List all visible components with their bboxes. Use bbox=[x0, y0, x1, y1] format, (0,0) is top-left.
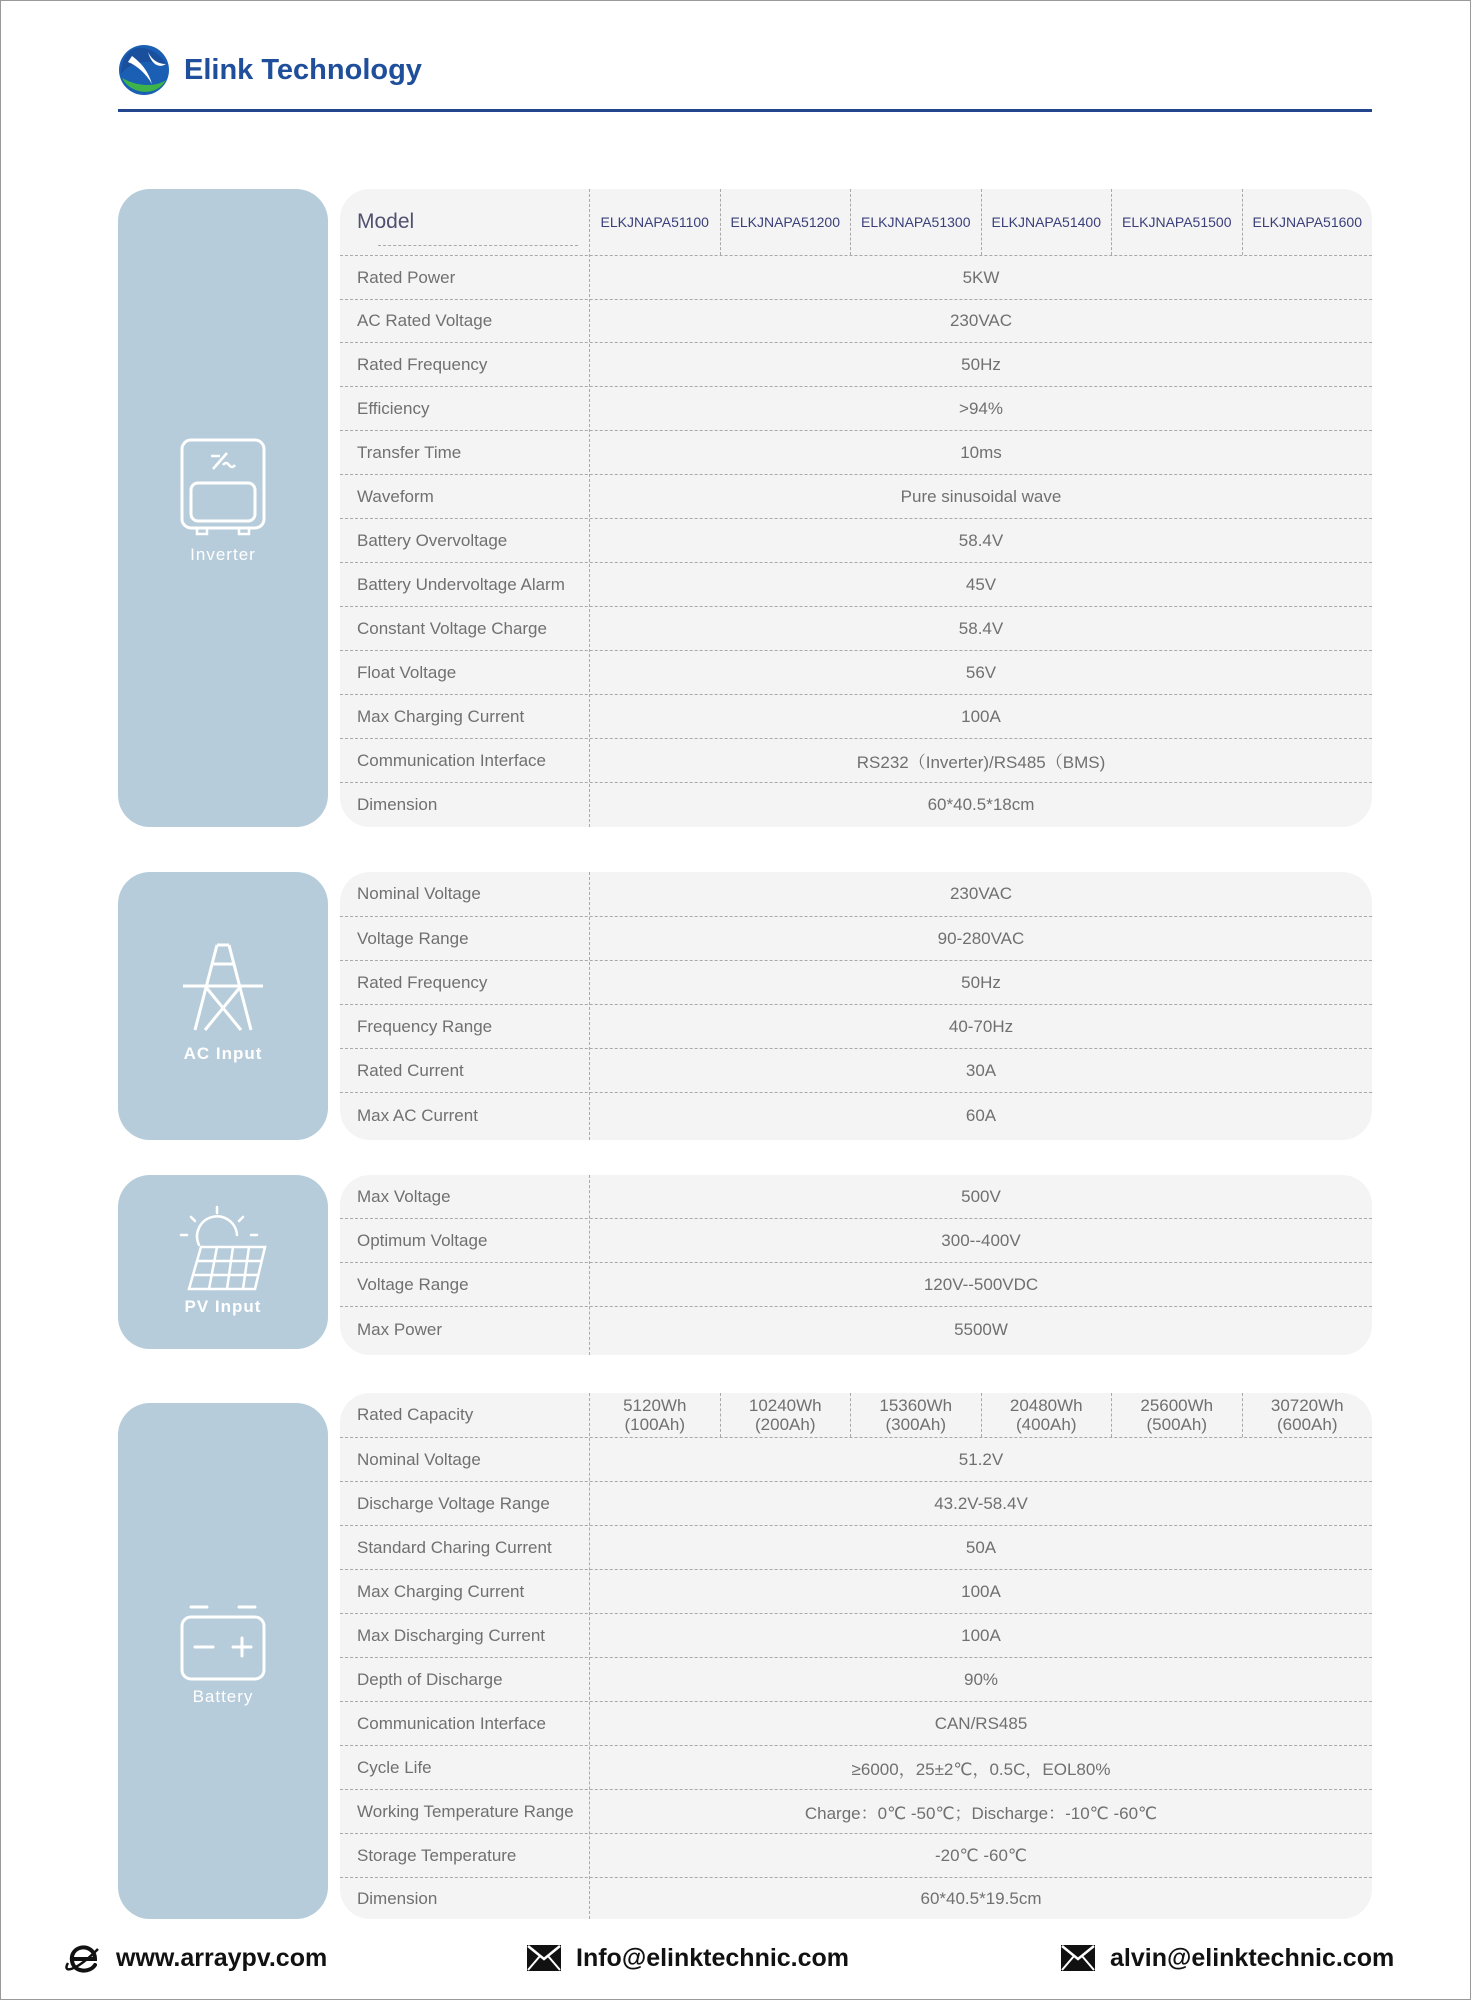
spec-value: 58.4V bbox=[958, 618, 1004, 638]
spec-value: 58.4V bbox=[958, 530, 1004, 550]
spec-label: Discharge Voltage Range bbox=[357, 1493, 550, 1513]
spec-value: 51.2V bbox=[958, 1449, 1004, 1469]
spec-row bbox=[340, 1746, 1372, 1790]
spec-label: Battery Overvoltage bbox=[357, 530, 508, 550]
inverter-label: Inverter bbox=[190, 545, 256, 564]
browser-e-icon bbox=[64, 1939, 102, 1977]
spec-label: Depth of Discharge bbox=[357, 1669, 503, 1689]
ac-input-label: AC Input bbox=[183, 1044, 263, 1063]
spec-row bbox=[340, 1614, 1372, 1658]
model-cell: ELKJNAPA51600 bbox=[1242, 189, 1373, 255]
spec-row bbox=[340, 872, 1372, 917]
spec-value: 120V--500VDC bbox=[923, 1274, 1039, 1294]
spec-row bbox=[340, 475, 1372, 519]
spec-row bbox=[340, 695, 1372, 739]
capacity-text: (300Ah) bbox=[885, 1415, 946, 1434]
spec-value: 5KW bbox=[962, 267, 1000, 287]
spec-row bbox=[340, 255, 1372, 300]
battery-label: Battery bbox=[192, 1687, 254, 1706]
info-email-link[interactable]: Info@elinktechnic.com bbox=[576, 1943, 850, 1972]
spec-value: Pure sinusoidal wave bbox=[900, 486, 1062, 506]
model-cell: ELKJNAPA51500 bbox=[1111, 189, 1242, 255]
spec-value: RS232（Inverter)/RS485（BMS) bbox=[856, 753, 1106, 772]
spec-row bbox=[340, 1263, 1372, 1307]
spec-label: Waveform bbox=[357, 486, 434, 506]
spec-value: 5500W bbox=[954, 1320, 1008, 1339]
spec-label: Dimension bbox=[357, 1888, 438, 1908]
capacity-cell bbox=[720, 1393, 851, 1437]
spec-label: Nominal Voltage bbox=[357, 1449, 481, 1469]
capacity-text: (100Ah) bbox=[624, 1415, 685, 1434]
company-logo-icon bbox=[118, 44, 170, 96]
capacity-cell bbox=[590, 1393, 720, 1437]
capacity-cell bbox=[850, 1393, 981, 1437]
spec-row bbox=[340, 431, 1372, 475]
spec-label: Voltage Range bbox=[357, 1274, 469, 1294]
spec-value: CAN/RS485 bbox=[934, 1713, 1028, 1733]
spec-row bbox=[340, 343, 1372, 387]
category-inverter bbox=[118, 189, 328, 827]
capacity-text: 20480Wh bbox=[1009, 1396, 1083, 1415]
spec-label: Battery Undervoltage Alarm bbox=[357, 574, 565, 594]
spec-value: 45V bbox=[965, 574, 997, 594]
spec-value: ≥6000，25±2℃，0.5C，EOL80% bbox=[851, 1760, 1111, 1779]
footer-email-alvin[interactable] bbox=[1060, 1940, 1394, 1976]
capacity-row bbox=[340, 1393, 1372, 1438]
spec-value: 60*40.5*18cm bbox=[927, 794, 1035, 814]
spec-value: 50A bbox=[965, 1537, 997, 1557]
capacity-text: 10240Wh bbox=[748, 1396, 822, 1415]
spec-label: Transfer Time bbox=[357, 442, 462, 462]
spec-value: 60A bbox=[965, 1106, 997, 1125]
spec-row bbox=[340, 563, 1372, 607]
capacity-cell bbox=[1111, 1393, 1242, 1437]
header-rule bbox=[118, 109, 1372, 112]
model-cell: ELKJNAPA51400 bbox=[981, 189, 1112, 255]
spec-label: Frequency Range bbox=[357, 1016, 493, 1036]
spec-label: Max Charging Current bbox=[357, 706, 525, 726]
spec-row bbox=[340, 651, 1372, 695]
spec-value: 56V bbox=[965, 662, 997, 682]
footer-email-info[interactable] bbox=[526, 1940, 849, 1976]
spec-row bbox=[340, 1482, 1372, 1526]
category-battery bbox=[118, 1403, 328, 1919]
spec-label: AC Rated Voltage bbox=[357, 310, 493, 330]
spec-row bbox=[340, 607, 1372, 651]
model-cell: ELKJNAPA51200 bbox=[720, 189, 851, 255]
spec-value: 230VAC bbox=[949, 310, 1013, 330]
spec-label: Standard Charing Current bbox=[357, 1537, 552, 1557]
pv-input-label: PV Input bbox=[184, 1297, 262, 1316]
spec-row bbox=[340, 1526, 1372, 1570]
spec-row bbox=[340, 1049, 1372, 1093]
spec-label: Max Discharging Current bbox=[357, 1625, 546, 1645]
spec-row bbox=[340, 917, 1372, 961]
spec-row bbox=[340, 1175, 1372, 1219]
inverter-panel bbox=[340, 189, 1372, 827]
footer-website[interactable] bbox=[64, 1940, 327, 1976]
spec-row bbox=[340, 519, 1372, 563]
spec-value: 50Hz bbox=[961, 354, 1001, 374]
spec-row bbox=[340, 1658, 1372, 1702]
capacity-text: 15360Wh bbox=[879, 1396, 953, 1415]
spec-row bbox=[340, 783, 1372, 826]
alvin-email-link[interactable]: alvin@elinktechnic.com bbox=[1110, 1943, 1395, 1972]
website-link[interactable]: www.arraypv.com bbox=[116, 1943, 328, 1972]
capacity-cell bbox=[981, 1393, 1112, 1437]
spec-value: 30A bbox=[965, 1060, 997, 1080]
spec-row bbox=[340, 961, 1372, 1005]
spec-value: 230VAC bbox=[949, 884, 1013, 903]
spec-label: Storage Temperature bbox=[357, 1845, 517, 1865]
spec-value: 100A bbox=[961, 1581, 1001, 1601]
spec-label: Working Temperature Range bbox=[357, 1801, 574, 1821]
spec-row bbox=[340, 1219, 1372, 1263]
spec-value: 10ms bbox=[960, 442, 1002, 462]
spec-value: -20℃ -60℃ bbox=[934, 1845, 1028, 1865]
spec-label: Voltage Range bbox=[357, 928, 469, 948]
spec-row bbox=[340, 1005, 1372, 1049]
spec-row bbox=[340, 1790, 1372, 1834]
spec-label: Rated Frequency bbox=[357, 354, 488, 374]
spec-value: 40-70Hz bbox=[948, 1016, 1014, 1036]
spec-value: 100A bbox=[961, 706, 1001, 726]
spec-label: Max Charging Current bbox=[357, 1581, 525, 1601]
power-tower-icon bbox=[181, 942, 265, 1034]
spec-row bbox=[340, 1093, 1372, 1139]
spec-label: Float Voltage bbox=[357, 662, 457, 682]
spec-label: Communication Interface bbox=[357, 750, 546, 770]
brand-name: Elink Technology bbox=[184, 53, 422, 86]
spec-value: 500V bbox=[961, 1186, 1001, 1206]
spec-value: >94% bbox=[959, 398, 1003, 418]
model-cell: ELKJNAPA51300 bbox=[850, 189, 981, 255]
spec-row bbox=[340, 1878, 1372, 1919]
category-ac-input bbox=[118, 872, 328, 1140]
spec-label: Rated Frequency bbox=[357, 972, 488, 992]
spec-label: Rated Power bbox=[357, 267, 456, 287]
model-cell: ELKJNAPA51100 bbox=[600, 214, 709, 230]
spec-label: Max Voltage bbox=[357, 1186, 451, 1206]
battery-panel bbox=[340, 1393, 1372, 1919]
inverter-icon bbox=[179, 437, 267, 537]
spec-value: 50Hz bbox=[961, 972, 1001, 992]
solar-panel-icon bbox=[175, 1205, 271, 1295]
spec-row bbox=[340, 739, 1372, 783]
spec-label: Cycle Life bbox=[357, 1757, 432, 1777]
spec-row bbox=[340, 299, 1372, 343]
capacity-text: (400Ah) bbox=[1016, 1415, 1077, 1434]
spec-label: Dimension bbox=[357, 794, 438, 814]
spec-value: Charge：0℃ -50℃；Discharge：-10℃ -60℃ bbox=[804, 1804, 1158, 1823]
model-label: Model bbox=[357, 210, 415, 233]
spec-row bbox=[340, 1570, 1372, 1614]
spec-row bbox=[340, 1438, 1372, 1482]
capacity-text: (500Ah) bbox=[1146, 1415, 1207, 1434]
spec-row bbox=[340, 1307, 1372, 1353]
capacity-text: (200Ah) bbox=[755, 1415, 816, 1434]
spec-label: Optimum Voltage bbox=[357, 1230, 488, 1250]
battery-icon bbox=[179, 1603, 267, 1683]
spec-label: Nominal Voltage bbox=[357, 884, 481, 903]
capacity-text: 25600Wh bbox=[1140, 1396, 1214, 1415]
capacity-cell bbox=[1242, 1393, 1373, 1437]
pv-input-panel bbox=[340, 1175, 1372, 1355]
capacity-text: 5120Wh bbox=[623, 1396, 687, 1415]
spec-value: 90-280VAC bbox=[937, 928, 1025, 948]
spec-row bbox=[340, 1834, 1372, 1878]
spec-value: 100A bbox=[961, 1625, 1001, 1645]
header bbox=[118, 42, 422, 98]
mail-icon bbox=[526, 1944, 562, 1972]
capacity-text: 30720Wh bbox=[1270, 1396, 1344, 1415]
spec-row bbox=[340, 387, 1372, 431]
spec-label: Communication Interface bbox=[357, 1713, 546, 1733]
spec-label: Efficiency bbox=[357, 398, 430, 418]
capacity-text: (600Ah) bbox=[1277, 1415, 1338, 1434]
spec-value: 90% bbox=[963, 1669, 999, 1689]
spec-label: Max AC Current bbox=[357, 1106, 478, 1125]
spec-value: 60*40.5*19.5cm bbox=[920, 1888, 1042, 1908]
capacity-label: Rated Capacity bbox=[357, 1405, 474, 1424]
spec-row bbox=[340, 1702, 1372, 1746]
category-pv-input bbox=[118, 1175, 328, 1349]
ac-input-panel bbox=[340, 872, 1372, 1140]
spec-value: 300--400V bbox=[941, 1230, 1021, 1250]
spec-label: Rated Current bbox=[357, 1060, 464, 1080]
spec-value: 43.2V-58.4V bbox=[934, 1493, 1028, 1513]
model-divider bbox=[378, 245, 578, 246]
mail-icon bbox=[1060, 1944, 1096, 1972]
spec-label: Constant Voltage Charge bbox=[357, 618, 547, 638]
spec-label: Max Power bbox=[357, 1320, 443, 1339]
